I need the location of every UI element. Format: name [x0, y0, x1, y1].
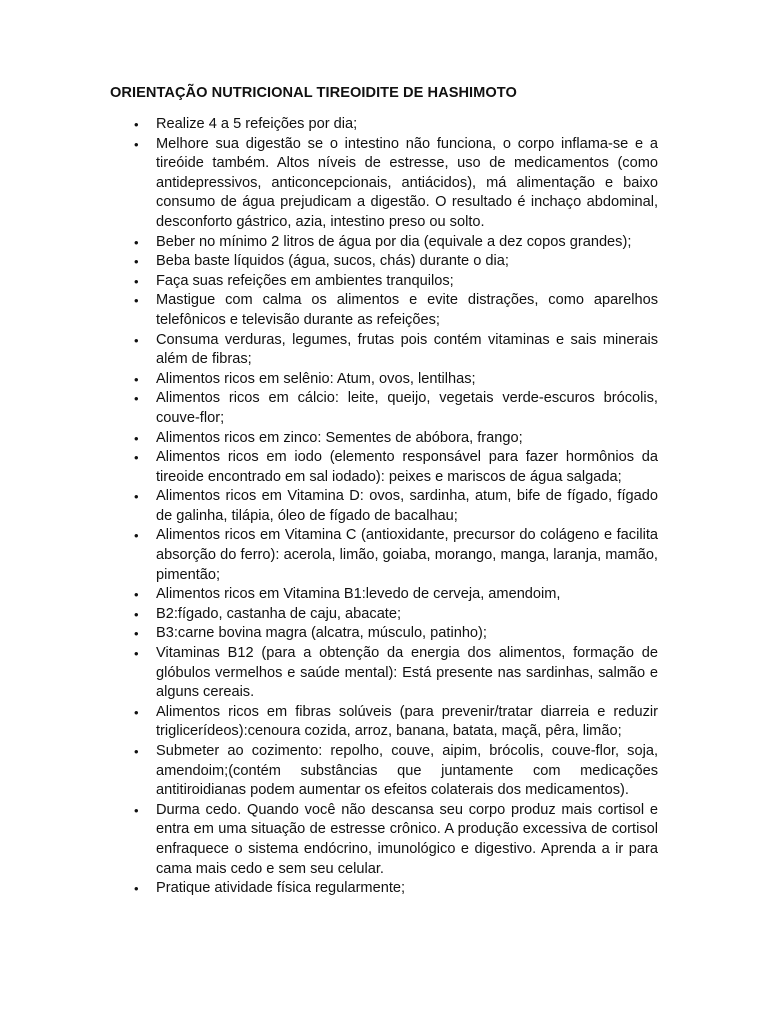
bullet-icon: •	[134, 881, 139, 897]
list-item	[110, 331, 658, 370]
bullet-icon: •	[134, 450, 139, 466]
bullet-icon: •	[134, 430, 139, 446]
bullet-icon: •	[134, 371, 139, 387]
list-item-text: Melhore sua digestão se o intestino não funciona, o corpo inflama-se e a tireóide também. Altos níveis de estresse, uso de medicamentos (como antidepressivos, anticoncepcionais, antiácidos), má alimentação e baixo consumo de água prejudicam a digestão. O resultado é inchaço abdominal, desconforto gástrico, azia, intestino preso ou solto.	[156, 135, 658, 230]
bullet-icon: •	[134, 136, 139, 152]
list-item-text: Alimentos ricos em iodo (elemento responsável para fazer hormônios da tireoide encontrado em sal iodado): peixes e mariscos de água salgada;	[156, 449, 658, 485]
list-item-text: B3:carne bovina magra (alcatra, músculo, patinho);	[156, 625, 487, 642]
bullet-icon: •	[134, 234, 139, 250]
list-item	[110, 272, 658, 292]
list-item	[110, 370, 658, 390]
list-item-text: Alimentos ricos em Vitamina B1:levedo de cerveja, amendoim,	[156, 586, 561, 603]
document-title: ORIENTAÇÃO NUTRICIONAL TIREOIDITE DE HASHIMOTO	[110, 85, 517, 101]
list-item-text: B2:fígado, castanha de caju, abacate;	[156, 605, 402, 622]
list-item-text: Beba baste líquidos (água, sucos, chás) durante o dia;	[156, 253, 509, 270]
list-item-text: Vitaminas B12 (para a obtenção da energia dos alimentos, formação de glóbulos vermelhos e saúde mental): Está presente nas sardinhas, salmão e alguns cereais.	[156, 645, 658, 701]
bullet-icon: •	[134, 332, 139, 348]
bullet-icon: •	[134, 391, 139, 407]
list-item	[110, 135, 658, 233]
list-item	[110, 585, 658, 605]
bullet-icon: •	[134, 704, 139, 720]
list-item	[110, 879, 658, 899]
bullet-icon: •	[134, 802, 139, 818]
list-item-text: Alimentos ricos em zinco: Sementes de abóbora, frango;	[156, 429, 523, 446]
list-item-text: Alimentos ricos em cálcio: leite, queijo, vegetais verde-escuros brócolis, couve-flor;	[156, 390, 658, 426]
bullet-icon: •	[134, 293, 139, 309]
list-item-text: Alimentos ricos em Vitamina C (antioxidante, precursor do colágeno e facilita absorção do ferro): acerola, limão, goiaba, morango, manga, laranja, mamão, pimentão;	[156, 527, 658, 583]
bullet-icon: •	[134, 606, 139, 622]
bullet-icon: •	[134, 528, 139, 544]
bullet-icon: •	[134, 117, 139, 132]
list-item	[110, 605, 658, 625]
list-item	[110, 448, 658, 487]
guideline-list	[110, 115, 658, 899]
list-item	[110, 624, 658, 644]
bullet-icon: •	[134, 254, 139, 270]
list-item-text: Pratique atividade física regularmente;	[156, 880, 406, 897]
list-item	[110, 526, 658, 585]
bullet-icon: •	[134, 489, 139, 505]
bullet-icon: •	[134, 587, 139, 603]
list-item-text: Alimentos ricos em selênio: Atum, ovos, lentilhas;	[156, 370, 476, 387]
list-item	[110, 233, 658, 253]
bullet-icon: •	[134, 626, 139, 642]
list-item	[110, 389, 658, 428]
list-item	[110, 115, 658, 135]
list-item-text: Faça suas refeições em ambientes tranquilos;	[156, 272, 454, 289]
list-item-text: Realize 4 a 5 refeições por dia;	[156, 116, 358, 132]
bullet-icon: •	[134, 273, 139, 289]
list-item-text: Beber no mínimo 2 litros de água por dia (equivale a dez copos grandes);	[156, 233, 632, 250]
list-item-text: Consuma verduras, legumes, frutas pois contém vitaminas e sais minerais além de fibras;	[156, 331, 658, 368]
list-item	[110, 487, 658, 526]
list-item	[110, 742, 658, 801]
bullet-icon: •	[134, 744, 139, 759]
list-item-text: Durma cedo. Quando você não descansa seu corpo produz mais cortisol e entra em uma situação de estresse crônico. A produção excessiva de cortisol enfraquece o sistema endócrino, imunológico e digestivo. Aprenda a ir para cama mais cedo e sem seu celular.	[156, 801, 658, 877]
bullet-icon: •	[134, 646, 139, 662]
list-item-text: Submeter ao cozimento: repolho, couve, aipim, brócolis, couve-flor, soja, amendoim;(contém substâncias que juntamente com medicações antitiroidianas podem aumentar os efeitos colaterais dos medicamentos).	[156, 743, 658, 799]
list-item	[110, 291, 658, 330]
list-item-text: Mastigue com calma os alimentos e evite distrações, como aparelhos telefônicos e televisão durante as refeições;	[156, 292, 658, 328]
list-item	[110, 644, 658, 703]
list-item	[110, 429, 658, 449]
list-item	[110, 703, 658, 742]
list-item	[110, 252, 658, 272]
list-item-text: Alimentos ricos em Vitamina D: ovos, sardinha, atum, bife de fígado, fígado de galinha, tilápia, óleo de fígado de bacalhau;	[156, 488, 658, 524]
list-item	[110, 801, 658, 879]
list-item-text: Alimentos ricos em fibras solúveis (para prevenir/tratar diarreia e reduzir triglicerídeos):cenoura cozida, arroz, banana, batata, maçã, pêra, limão;	[156, 703, 658, 740]
